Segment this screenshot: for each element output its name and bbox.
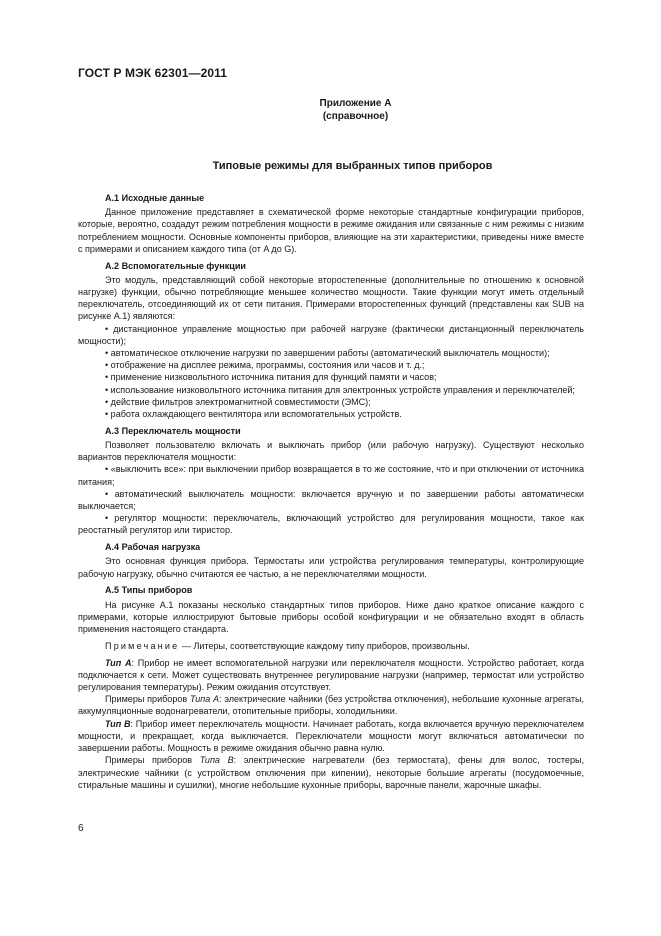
bullet-item: • использование низковольтного источника питания для электронных устройств управления и переключателей; xyxy=(105,384,575,395)
type-b-text: : Прибор имеет переключатель мощности. Начинает работать, когда включается вручную переключателем мощности, и прекращает, когда выключается. Переключатели мощности могут включаться автоматически по завершении работы. Мощность в режиме ожидания обычно равна нулю. xyxy=(78,718,585,754)
note xyxy=(78,640,584,652)
bullet-item: • дистанционное управление мощностью при рабочей нагрузке (фактически дистанционный переключатель мощности); xyxy=(78,323,584,346)
section-heading: А.4 Рабочая нагрузка xyxy=(105,542,201,553)
type-a-examples xyxy=(78,693,584,717)
bullet-item: • применение низковольтного источника питания для функций памяти и часов; xyxy=(105,372,437,383)
paragraph: Это модуль, представляющий собой некоторые второстепенные (дополнительные по отношению к основной нагрузке) функции, обычно потребляющие меньшее количество мощности. Такие функции могут иметь отдельный переключатель, отсоединяющий их от сети питания. Примерами второстепенных функций (представлены как SUB на рисунке А.1) являются: xyxy=(78,274,584,322)
section-heading: А.2 Вспомогательные функции xyxy=(105,260,246,271)
type-a-paragraph xyxy=(78,657,584,694)
paragraph: На рисунке А.1 показаны несколько стандартных типов приборов. Ниже дано краткое описание каждого с примерами, которые иллюстрируют бытовые приборы особой конфигурации и не обязательно входят в область применения настоящего стандарта. xyxy=(78,599,584,635)
note-text: — Литеры, соответствующие каждому типу приборов, произвольны. xyxy=(179,640,470,651)
examples-prefix: Примеры приборов xyxy=(105,694,190,705)
page-number: 6 xyxy=(78,823,84,834)
section-heading: А.1 Исходные данные xyxy=(105,193,205,203)
bullet-item: • отображение на дисплее режима, программы, состояния или часов и т. д.; xyxy=(105,360,425,371)
main-title: Типовые режимы для выбранных типов приборов xyxy=(212,160,493,172)
type-a-text: : Прибор не имеет вспомогательной нагрузки или переключателя мощности. Устройство работает, когда подключается к сети. Может существовать внутреннее регулирование нагрузки (например, термостат или устройство регулирования температуры). Режим ожидания отсутствует. xyxy=(78,657,585,693)
examples-prefix: Примеры приборов xyxy=(105,755,200,766)
section-heading: А.3 Переключатель мощности xyxy=(105,425,241,436)
bullet-item: • автоматический выключатель мощности: включается вручную и по завершении работы автоматически выключается; xyxy=(78,488,584,512)
type-b-ref: Типа В xyxy=(199,755,234,766)
standard-header: ГОСТ Р МЭК 62301—2011 xyxy=(78,66,228,80)
annex-heading xyxy=(0,97,661,123)
type-a-label: Тип А xyxy=(105,657,132,668)
paragraph: Данное приложение представляет в схематической форме некоторые стандартные конфигурации приборов, которые, вероятно, создадут режим потребления мощности в режиме ожидания или связанные с ним режимы с низким потреблением мощности. Основные компоненты приборов, влияющие на эти характеристики, приведены ниже вместе с примерами и описанием каждого типа (от A до G). xyxy=(78,207,584,254)
bullet-item: • регулятор мощности: переключатель, включающий устройство для регулирования мощности, такое как реостатный регулятор или тиристор. xyxy=(78,513,584,536)
section-heading: А.5 Типы приборов xyxy=(105,585,193,596)
annex-type: (справочное) xyxy=(322,111,389,122)
type-a-examples-text: : электрические чайники (без устройства отключения), небольшие кухонные агрегаты, аккумуляционные водонагреватели, отопительные приборы, холодильники. xyxy=(78,694,584,717)
paragraph: Позволяет пользователю включать и выключать прибор (или рабочую нагрузку). Существуют несколько вариантов переключателя мощности: xyxy=(78,440,584,463)
type-b-examples xyxy=(78,754,584,791)
document-body xyxy=(78,192,584,791)
note-label: Примечание xyxy=(105,640,180,651)
bullet-item: • автоматическое отключение нагрузки по завершении работы (автоматический выключатель мощности); xyxy=(105,348,550,359)
type-b-label: Тип В xyxy=(105,718,131,729)
bullet-item: • действие фильтров электромагнитной совместимости (ЭМС); xyxy=(105,396,371,407)
type-b-examples-text: : электрические нагреватели (без термостата), фены для волос, тостеры, электрические чайники (с устройством отключения при кипении), некоторые большие агрегаты (посудомоечные, стиральные машины и сушилки), многие небольшие кухонные приборы, варочные панели, жарочные шкафы. xyxy=(78,755,584,790)
type-a-ref: Типа А xyxy=(189,694,220,705)
bullet-item: • работа охлаждающего вентилятора или вспомогательных устройств. xyxy=(105,409,402,420)
type-b-paragraph xyxy=(78,718,584,755)
bullet-item: • «выключить все»: при выключении прибор возвращается в то же состояние, что и при отключении от источника питания; xyxy=(78,464,584,487)
paragraph: Это основная функция прибора. Термостаты или устройства регулирования температуры, контролирующие рабочую нагрузку, обычно считаются ее частью, а не переключателями мощности. xyxy=(78,556,584,579)
annex-title: Приложение А xyxy=(319,98,392,109)
